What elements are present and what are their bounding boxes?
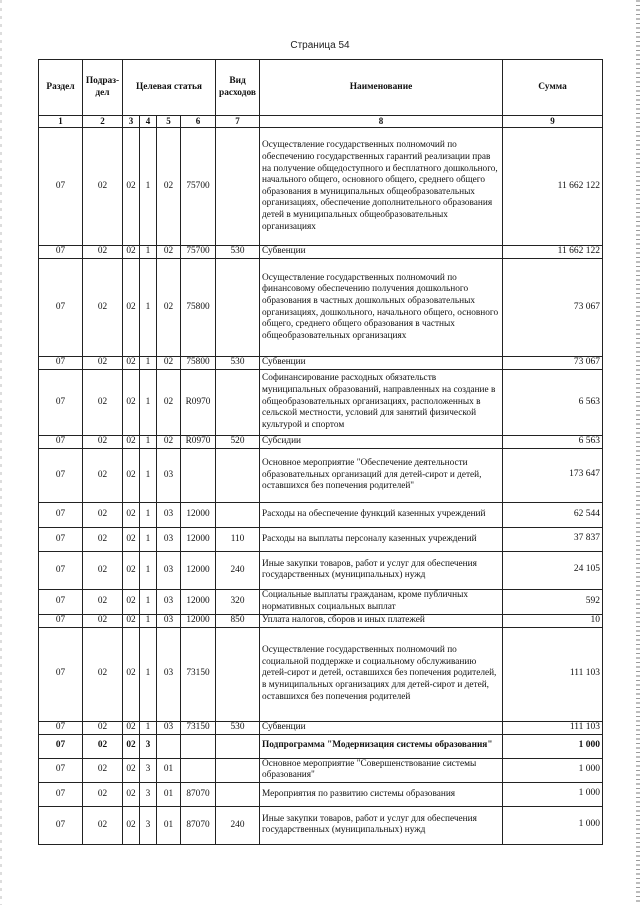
row-section: 07	[39, 448, 83, 502]
row-article-direction: R0970	[181, 370, 216, 436]
row-amount: 10	[503, 614, 603, 627]
row-article-event: 03	[157, 448, 181, 502]
row-expense-type	[216, 734, 260, 758]
row-amount: 11 662 122	[503, 128, 603, 246]
row-name: Уплата налогов, сборов и иных платежей	[260, 614, 503, 627]
row-name: Осуществление государственных полномочий по обеспечению государственных гарантий реализации прав на получение общедоступного и бесплатного дошкольного, начального общего, основного общего, среднего общего образования в муниципальных общеобразовательных организациях, обеспечение дополнительного образования детей в муниципальных общеобразовательных организациях	[260, 128, 503, 246]
row-article-event: 03	[157, 614, 181, 627]
row-expense-type: 530	[216, 357, 260, 370]
row-amount: 6 563	[503, 436, 603, 449]
row-article-program: 02	[123, 627, 140, 721]
row-article-direction: 87070	[181, 782, 216, 806]
row-subsection: 02	[83, 246, 123, 259]
table-row	[39, 370, 603, 436]
table-row	[39, 128, 603, 246]
row-amount: 111 103	[503, 721, 603, 734]
row-amount: 1 000	[503, 734, 603, 758]
row-article-direction: 75800	[181, 357, 216, 370]
row-article-event	[157, 734, 181, 758]
row-article-subprogram: 1	[140, 721, 157, 734]
scan-edge-right	[636, 0, 640, 905]
table-row	[39, 357, 603, 370]
row-article-program: 02	[123, 246, 140, 259]
row-article-program: 02	[123, 782, 140, 806]
row-article-event: 03	[157, 627, 181, 721]
row-article-direction	[181, 758, 216, 782]
row-article-direction: 75800	[181, 259, 216, 357]
row-article-program: 02	[123, 614, 140, 627]
row-article-subprogram: 1	[140, 589, 157, 614]
row-subsection: 02	[83, 734, 123, 758]
row-subsection: 02	[83, 806, 123, 844]
table-row	[39, 806, 603, 844]
row-section: 07	[39, 246, 83, 259]
header-expense-type: Вид расходов	[216, 60, 260, 116]
row-subsection: 02	[83, 627, 123, 721]
row-article-program: 02	[123, 436, 140, 449]
row-article-subprogram: 1	[140, 128, 157, 246]
row-article-direction: 12000	[181, 527, 216, 551]
row-article-direction: 12000	[181, 551, 216, 589]
row-article-direction: 12000	[181, 502, 216, 527]
table-row	[39, 259, 603, 357]
row-article-subprogram: 1	[140, 551, 157, 589]
header-section: Раздел	[39, 60, 83, 116]
row-amount: 1 000	[503, 782, 603, 806]
row-expense-type: 320	[216, 589, 260, 614]
row-name: Основное мероприятие "Обеспечение деятельности образовательных организаций для детей-сирот и детей, оставшихся без попечения родителей"	[260, 448, 503, 502]
row-article-program: 02	[123, 551, 140, 589]
row-amount: 11 662 122	[503, 246, 603, 259]
row-expense-type	[216, 627, 260, 721]
row-amount: 111 103	[503, 627, 603, 721]
row-article-subprogram: 3	[140, 806, 157, 844]
table-body	[39, 128, 603, 845]
row-article-direction: 75700	[181, 246, 216, 259]
row-article-program: 02	[123, 502, 140, 527]
row-section: 07	[39, 128, 83, 246]
row-name: Социальные выплаты гражданам, кроме публичных нормативных социальных выплат	[260, 589, 503, 614]
row-article-subprogram: 1	[140, 357, 157, 370]
row-article-subprogram: 1	[140, 614, 157, 627]
row-article-direction: 73150	[181, 721, 216, 734]
row-name: Основное мероприятие "Совершенствование системы образования"	[260, 758, 503, 782]
row-article-subprogram: 1	[140, 370, 157, 436]
row-name: Иные закупки товаров, работ и услуг для обеспечения государственных (муниципальных) нужд	[260, 806, 503, 844]
row-amount: 1 000	[503, 758, 603, 782]
row-section: 07	[39, 589, 83, 614]
row-article-program: 02	[123, 259, 140, 357]
row-article-direction	[181, 448, 216, 502]
row-amount: 6 563	[503, 370, 603, 436]
row-section: 07	[39, 502, 83, 527]
row-article-program: 02	[123, 589, 140, 614]
row-expense-type: 240	[216, 551, 260, 589]
table-row	[39, 436, 603, 449]
table-row	[39, 734, 603, 758]
row-expense-type: 520	[216, 436, 260, 449]
row-name: Софинансирование расходных обязательств муниципальных образований, направленных на создание в общеобразовательных организациях, расположенных в сельской местности, условий для занятий физической культурой и спортом	[260, 370, 503, 436]
row-expense-type: 110	[216, 527, 260, 551]
row-subsection: 02	[83, 782, 123, 806]
row-subsection: 02	[83, 436, 123, 449]
row-article-event: 03	[157, 589, 181, 614]
row-name: Расходы на обеспечение функций казенных учреждений	[260, 502, 503, 527]
table-row	[39, 246, 603, 259]
table-row	[39, 527, 603, 551]
header-amount: Сумма	[503, 60, 603, 116]
row-amount: 24 105	[503, 551, 603, 589]
row-article-subprogram: 1	[140, 436, 157, 449]
row-subsection: 02	[83, 448, 123, 502]
row-article-direction: 75700	[181, 128, 216, 246]
column-number: 4	[140, 116, 157, 128]
row-article-program: 02	[123, 448, 140, 502]
row-expense-type	[216, 758, 260, 782]
row-section: 07	[39, 758, 83, 782]
row-subsection: 02	[83, 589, 123, 614]
column-number: 8	[260, 116, 503, 128]
row-subsection: 02	[83, 259, 123, 357]
row-section: 07	[39, 734, 83, 758]
column-number: 3	[123, 116, 140, 128]
row-article-direction: 12000	[181, 614, 216, 627]
row-article-program: 02	[123, 357, 140, 370]
column-number: 6	[181, 116, 216, 128]
row-article-event: 01	[157, 806, 181, 844]
row-subsection: 02	[83, 551, 123, 589]
row-expense-type: 530	[216, 246, 260, 259]
row-subsection: 02	[83, 357, 123, 370]
row-article-event: 03	[157, 551, 181, 589]
row-section: 07	[39, 357, 83, 370]
row-article-subprogram: 1	[140, 448, 157, 502]
row-article-direction: 87070	[181, 806, 216, 844]
row-article-program: 02	[123, 128, 140, 246]
row-article-direction	[181, 734, 216, 758]
row-section: 07	[39, 551, 83, 589]
table-header-row	[39, 60, 603, 116]
row-article-subprogram: 3	[140, 782, 157, 806]
row-amount: 173 647	[503, 448, 603, 502]
column-number: 1	[39, 116, 83, 128]
header-subsection: Подраз-дел	[83, 60, 123, 116]
table-row	[39, 627, 603, 721]
row-article-program: 02	[123, 721, 140, 734]
row-expense-type: 850	[216, 614, 260, 627]
row-article-event: 02	[157, 259, 181, 357]
header-target-article: Целевая статья	[123, 60, 216, 116]
row-article-subprogram: 1	[140, 246, 157, 259]
column-number-row	[39, 116, 603, 128]
row-name: Субвенции	[260, 246, 503, 259]
row-article-subprogram: 3	[140, 758, 157, 782]
row-section: 07	[39, 782, 83, 806]
row-expense-type: 530	[216, 721, 260, 734]
row-article-event: 02	[157, 436, 181, 449]
row-name: Осуществление государственных полномочий по социальной поддержке и социальному обслуживанию детей-сирот и детей, оставшихся без попечения родителей, в муниципальных организациях для детей-сирот и детей, оставшихся без попечения родителей	[260, 627, 503, 721]
row-article-event: 03	[157, 527, 181, 551]
row-section: 07	[39, 627, 83, 721]
column-number: 5	[157, 116, 181, 128]
row-name: Субвенции	[260, 357, 503, 370]
row-amount: 1 000	[503, 806, 603, 844]
row-section: 07	[39, 806, 83, 844]
row-section: 07	[39, 436, 83, 449]
row-subsection: 02	[83, 502, 123, 527]
row-amount: 37 837	[503, 527, 603, 551]
row-expense-type: 240	[216, 806, 260, 844]
row-article-event: 03	[157, 502, 181, 527]
table-row	[39, 782, 603, 806]
row-article-direction: R0970	[181, 436, 216, 449]
row-subsection: 02	[83, 614, 123, 627]
scan-edge-left	[0, 0, 2, 905]
row-name: Подпрограмма "Модернизация системы образования"	[260, 734, 503, 758]
column-number: 7	[216, 116, 260, 128]
row-expense-type	[216, 259, 260, 357]
row-subsection: 02	[83, 128, 123, 246]
row-article-event: 01	[157, 758, 181, 782]
row-article-event: 01	[157, 782, 181, 806]
row-article-subprogram: 3	[140, 734, 157, 758]
row-subsection: 02	[83, 758, 123, 782]
table-row	[39, 502, 603, 527]
row-article-event: 02	[157, 370, 181, 436]
table-row	[39, 551, 603, 589]
column-number: 9	[503, 116, 603, 128]
row-article-event: 02	[157, 357, 181, 370]
row-article-direction: 73150	[181, 627, 216, 721]
row-article-event: 02	[157, 246, 181, 259]
table-row	[39, 758, 603, 782]
row-name: Мероприятия по развитию системы образования	[260, 782, 503, 806]
row-article-event: 03	[157, 721, 181, 734]
row-article-subprogram: 1	[140, 502, 157, 527]
row-expense-type	[216, 502, 260, 527]
row-article-program: 02	[123, 734, 140, 758]
table-row	[39, 589, 603, 614]
row-section: 07	[39, 721, 83, 734]
row-expense-type	[216, 782, 260, 806]
header-name: Наименование	[260, 60, 503, 116]
row-amount: 73 067	[503, 259, 603, 357]
row-section: 07	[39, 370, 83, 436]
column-number: 2	[83, 116, 123, 128]
row-amount: 592	[503, 589, 603, 614]
row-section: 07	[39, 527, 83, 551]
row-name: Субсидии	[260, 436, 503, 449]
row-amount: 62 544	[503, 502, 603, 527]
table-row	[39, 448, 603, 502]
row-subsection: 02	[83, 721, 123, 734]
row-subsection: 02	[83, 370, 123, 436]
row-article-subprogram: 1	[140, 259, 157, 357]
row-expense-type	[216, 128, 260, 246]
table-row	[39, 721, 603, 734]
row-article-program: 02	[123, 527, 140, 551]
table-row	[39, 614, 603, 627]
row-article-subprogram: 1	[140, 627, 157, 721]
row-name: Субвенции	[260, 721, 503, 734]
row-expense-type	[216, 448, 260, 502]
row-article-program: 02	[123, 370, 140, 436]
row-expense-type	[216, 370, 260, 436]
row-article-program: 02	[123, 806, 140, 844]
row-section: 07	[39, 614, 83, 627]
row-name: Расходы на выплаты персоналу казенных учреждений	[260, 527, 503, 551]
page-header: Страница 54	[290, 40, 350, 51]
row-article-program: 02	[123, 758, 140, 782]
row-article-direction: 12000	[181, 589, 216, 614]
row-article-subprogram: 1	[140, 527, 157, 551]
budget-table	[38, 59, 603, 845]
row-name: Иные закупки товаров, работ и услуг для обеспечения государственных (муниципальных) нужд	[260, 551, 503, 589]
row-amount: 73 067	[503, 357, 603, 370]
row-section: 07	[39, 259, 83, 357]
row-article-event: 02	[157, 128, 181, 246]
row-name: Осуществление государственных полномочий по финансовому обеспечению получения дошкольного образования в частных дошкольных образовательных организациях, дошкольного, начального общего, основного общего, среднего общего образования в частных общеобразовательных организациях	[260, 259, 503, 357]
row-subsection: 02	[83, 527, 123, 551]
